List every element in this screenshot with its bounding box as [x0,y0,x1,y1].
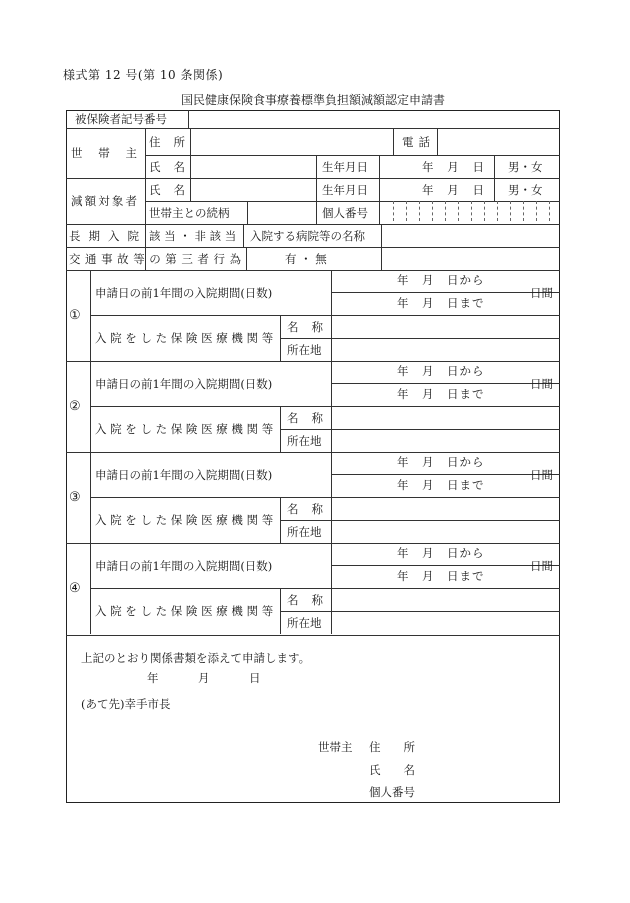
householder-sex-select[interactable]: 男・女 [508,160,543,174]
institution-name-field[interactable] [332,589,559,611]
rule [393,128,394,155]
householder-name-label: 氏 名 [149,160,185,174]
applicant-label: 世帯主 [318,740,353,754]
rule [66,452,560,453]
target-name-label: 氏 名 [149,183,185,197]
period-label: 申請日の前1年間の入院期間(日数) [95,286,273,300]
entry-number: ③ [69,490,81,505]
rule [188,110,189,128]
target-sex-select[interactable]: 男・女 [508,183,543,197]
rule [246,247,247,270]
rule [316,155,317,224]
period-label: 申請日の前1年間の入院期間(日数) [95,559,273,573]
period-label: 申請日の前1年間の入院期間(日数) [95,377,273,391]
rule [66,270,560,271]
period-to[interactable]: 年 月 日まで [397,296,485,310]
insured-number-label: 被保険者記号番号 [75,112,167,126]
institution-name-label: 名 称 [287,320,323,334]
institution-label: 入 院 を し た 保 険 医 療 機 関 等 [95,513,274,527]
long-term-select[interactable]: 該 当 ・ 非 該 当 [149,229,237,243]
period-days[interactable]: 日間 [530,559,553,573]
institution-location-field[interactable] [332,430,559,452]
entry-number: ④ [69,581,81,596]
institution-label: 入 院 を し た 保 険 医 療 機 関 等 [95,422,274,436]
institution-name-label: 名 称 [287,502,323,516]
hospital-name-label: 入院する病院等の名称 [250,229,365,243]
date-day-label: 日 [249,671,261,685]
rule [243,224,244,247]
form-number: 様式第 12 号(第 10 条関係) [63,68,224,82]
rule [331,292,560,293]
householder-name-field[interactable] [191,155,315,178]
target-name-field[interactable] [191,178,315,201]
target-individual-number-field[interactable] [380,201,559,224]
applicant-name-label: 氏 名 [369,763,415,777]
addressee-text: (あて先)幸手市長 [81,697,171,711]
period-from[interactable]: 年 月 日から [397,546,485,560]
statement-text: 上記のとおり関係書類を添えて申請します。 [81,651,311,665]
institution-name-field[interactable] [332,498,559,520]
hospital-name-field[interactable] [382,224,559,247]
relationship-field[interactable] [248,201,315,224]
period-to[interactable]: 年 月 日まで [397,387,485,401]
householder-address-field[interactable] [191,128,392,155]
period-from[interactable]: 年 月 日から [397,364,485,378]
long-term-label: 長 期 入 院 [69,229,139,243]
rule [331,565,560,566]
rule [66,543,560,544]
date-year-label: 年 [147,671,159,685]
third-party-label: 交通事故等の第三者行為 [69,252,241,266]
institution-location-label: 所在地 [287,525,322,539]
institution-location-label: 所在地 [287,343,322,357]
third-party-select[interactable]: 有 ・ 無 [285,252,327,266]
period-days[interactable]: 日間 [530,286,553,300]
period-to[interactable]: 年 月 日まで [397,478,485,492]
institution-label: 入 院 を し た 保 険 医 療 機 関 等 [95,604,274,618]
householder-address-label: 住 所 [149,135,185,149]
period-from[interactable]: 年 月 日から [397,273,485,287]
period-to[interactable]: 年 月 日まで [397,569,485,583]
applicant-address-label: 住 所 [369,740,415,754]
institution-name-field[interactable] [332,407,559,429]
date-month-label: 月 [198,671,210,685]
entry-number: ① [69,308,81,323]
relationship-label: 世帯主との続柄 [149,206,230,220]
rule [66,635,560,636]
rule [331,474,560,475]
institution-location-label: 所在地 [287,434,322,448]
target-birthdate-label: 生年月日 [322,183,368,197]
householder-birthdate-label: 生年月日 [322,160,368,174]
institution-name-label: 名 称 [287,411,323,425]
institution-name-label: 名 称 [287,593,323,607]
institution-label: 入 院 を し た 保 険 医 療 機 関 等 [95,331,274,345]
institution-location-field[interactable] [332,339,559,361]
reduction-target-label: 減額対象者 [71,194,137,208]
institution-location-field[interactable] [332,612,559,634]
period-label: 申請日の前1年間の入院期間(日数) [95,468,273,482]
page-title: 国民健康保険食事療養標準負担額減額認定申請書 [180,93,445,107]
householder-label: 世 帯 主 [71,146,137,160]
target-individual-number-label: 個人番号 [322,206,368,220]
period-days[interactable]: 日間 [530,377,553,391]
institution-name-field[interactable] [332,316,559,338]
insured-number-field[interactable] [190,110,559,128]
rule [66,247,560,248]
householder-birthdate-ymd[interactable]: 年 月 日 [422,160,484,174]
householder-phone-field[interactable] [438,128,559,155]
entry-number: ② [69,399,81,414]
institution-location-label: 所在地 [287,616,322,630]
applicant-individual-number-label: 個人番号 [369,785,415,799]
rule [494,155,495,201]
period-from[interactable]: 年 月 日から [397,455,485,469]
rule [145,128,146,270]
rule [66,361,560,362]
householder-phone-label: 電 話 [402,135,430,149]
target-birthdate-ymd[interactable]: 年 月 日 [422,183,484,197]
period-days[interactable]: 日間 [530,468,553,482]
institution-location-field[interactable] [332,521,559,543]
rule [331,383,560,384]
